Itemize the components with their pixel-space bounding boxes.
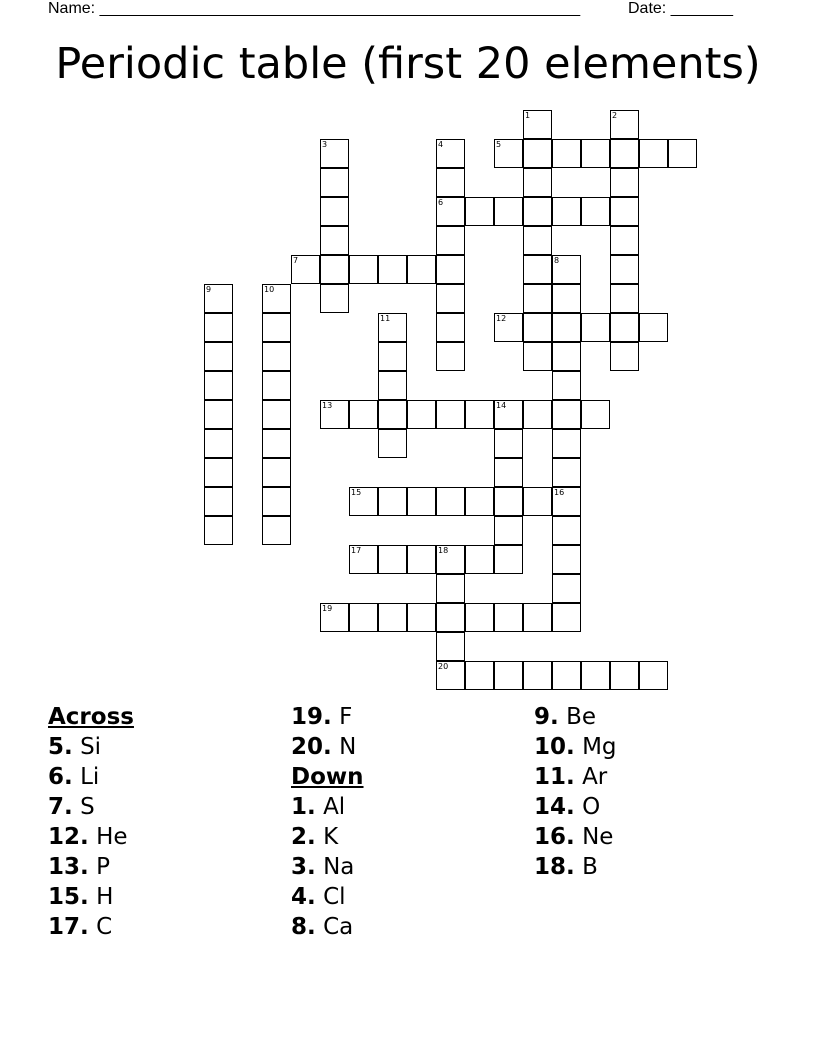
cell-number: 20 <box>438 662 449 671</box>
grid-cell[interactable] <box>262 429 291 458</box>
grid-cell[interactable] <box>204 429 233 458</box>
grid-cell[interactable] <box>436 255 465 284</box>
grid-cell[interactable] <box>552 429 581 458</box>
grid-cell[interactable] <box>407 487 436 516</box>
grid-cell[interactable] <box>436 545 465 574</box>
grid-cell[interactable] <box>610 226 639 255</box>
clue-down-8: 8. Ca <box>291 914 354 940</box>
grid-cell[interactable] <box>610 168 639 197</box>
cell-number: 10 <box>264 285 275 294</box>
grid-cell[interactable] <box>610 139 639 168</box>
clue-down-2: 2. K <box>291 824 339 850</box>
clue-down-10: 10. Mg <box>534 734 617 760</box>
grid-cell[interactable] <box>436 400 465 429</box>
grid-cell[interactable] <box>465 661 494 690</box>
grid-cell[interactable] <box>465 197 494 226</box>
grid-cell[interactable] <box>436 603 465 632</box>
grid-cell[interactable] <box>552 197 581 226</box>
grid-cell[interactable] <box>552 545 581 574</box>
grid-cell[interactable] <box>552 139 581 168</box>
cell-number: 18 <box>438 546 449 555</box>
grid-cell[interactable] <box>436 661 465 690</box>
grid-cell[interactable] <box>262 284 291 313</box>
grid-cell[interactable] <box>552 371 581 400</box>
grid-cell[interactable] <box>610 110 639 139</box>
cell-number: 12 <box>496 314 507 323</box>
grid-cell[interactable] <box>523 661 552 690</box>
grid-cell[interactable] <box>349 400 378 429</box>
across-heading: Across <box>48 704 134 730</box>
grid-cell[interactable] <box>378 313 407 342</box>
grid-cell[interactable] <box>378 255 407 284</box>
cell-number: 5 <box>496 140 502 149</box>
cell-number: 14 <box>496 401 507 410</box>
grid-cell[interactable] <box>436 487 465 516</box>
grid-cell[interactable] <box>436 342 465 371</box>
grid-cell[interactable] <box>552 342 581 371</box>
grid-cell[interactable] <box>581 313 610 342</box>
grid-cell[interactable] <box>465 545 494 574</box>
grid-cell[interactable] <box>552 255 581 284</box>
grid-cell[interactable] <box>204 400 233 429</box>
cell-number: 7 <box>293 256 299 265</box>
grid-cell[interactable] <box>523 139 552 168</box>
grid-cell[interactable] <box>523 168 552 197</box>
cell-number: 16 <box>554 488 565 497</box>
grid-cell[interactable] <box>407 603 436 632</box>
grid-cell[interactable] <box>552 313 581 342</box>
cell-number: 1 <box>525 111 531 120</box>
grid-cell[interactable] <box>436 284 465 313</box>
grid-cell[interactable] <box>552 487 581 516</box>
cell-number: 6 <box>438 198 444 207</box>
grid-cell[interactable] <box>320 226 349 255</box>
grid-cell[interactable] <box>581 400 610 429</box>
grid-cell[interactable] <box>523 284 552 313</box>
cell-number: 2 <box>612 111 618 120</box>
grid-cell[interactable] <box>581 139 610 168</box>
grid-cell[interactable] <box>349 487 378 516</box>
grid-cell[interactable] <box>552 284 581 313</box>
clue-across-13: 13. P <box>48 854 110 880</box>
grid-cell[interactable] <box>668 139 697 168</box>
clue-down-3: 3. Na <box>291 854 355 880</box>
grid-cell[interactable] <box>320 168 349 197</box>
grid-cell[interactable] <box>378 400 407 429</box>
grid-cell[interactable] <box>523 603 552 632</box>
grid-cell[interactable] <box>610 661 639 690</box>
clue-down-4: 4. Cl <box>291 884 346 910</box>
grid-cell[interactable] <box>465 487 494 516</box>
grid-cell[interactable] <box>204 516 233 545</box>
clue-column-3 <box>534 702 617 882</box>
grid-cell[interactable] <box>523 342 552 371</box>
grid-cell[interactable] <box>204 458 233 487</box>
grid-cell[interactable] <box>465 603 494 632</box>
grid-cell[interactable] <box>378 545 407 574</box>
grid-cell[interactable] <box>552 516 581 545</box>
grid-cell[interactable] <box>436 226 465 255</box>
grid-cell[interactable] <box>494 139 523 168</box>
grid-cell[interactable] <box>523 313 552 342</box>
grid-cell[interactable] <box>494 603 523 632</box>
grid-cell[interactable] <box>204 487 233 516</box>
grid-cell[interactable] <box>610 284 639 313</box>
name-field-label: Name: ______________________________________________________ <box>48 0 581 17</box>
grid-cell[interactable] <box>320 139 349 168</box>
clue-down-9: 9. Be <box>534 704 596 730</box>
clue-across-7: 7. S <box>48 794 95 820</box>
grid-cell[interactable] <box>436 574 465 603</box>
grid-cell[interactable] <box>610 342 639 371</box>
grid-cell[interactable] <box>465 400 494 429</box>
grid-cell[interactable] <box>610 197 639 226</box>
clue-down-16: 16. Ne <box>534 824 614 850</box>
grid-cell[interactable] <box>494 516 523 545</box>
grid-cell[interactable] <box>581 197 610 226</box>
grid-cell[interactable] <box>523 255 552 284</box>
grid-cell[interactable] <box>523 110 552 139</box>
grid-cell[interactable] <box>494 487 523 516</box>
grid-cell[interactable] <box>610 255 639 284</box>
cell-number: 13 <box>322 401 333 410</box>
date-field-label: Date: _______ <box>628 0 733 17</box>
grid-cell[interactable] <box>262 313 291 342</box>
cell-number: 3 <box>322 140 328 149</box>
grid-cell[interactable] <box>320 400 349 429</box>
cell-number: 11 <box>380 314 391 323</box>
grid-cell[interactable] <box>523 226 552 255</box>
grid-cell[interactable] <box>581 661 610 690</box>
grid-cell[interactable] <box>349 545 378 574</box>
cell-number: 19 <box>322 604 333 613</box>
page-title: Periodic table (first 20 elements) <box>55 39 761 89</box>
grid-cell[interactable] <box>204 284 233 313</box>
clue-across-20: 20. N <box>291 734 357 760</box>
grid-cell[interactable] <box>378 371 407 400</box>
grid-cell[interactable] <box>523 487 552 516</box>
grid-cell[interactable] <box>523 400 552 429</box>
clue-across-15: 15. H <box>48 884 114 910</box>
grid-cell[interactable] <box>407 545 436 574</box>
grid-cell[interactable] <box>494 545 523 574</box>
grid-cell[interactable] <box>320 197 349 226</box>
grid-cell[interactable] <box>639 313 668 342</box>
grid-cell[interactable] <box>349 603 378 632</box>
grid-cell[interactable] <box>262 487 291 516</box>
grid-cell[interactable] <box>262 400 291 429</box>
grid-cell[interactable] <box>552 661 581 690</box>
grid-cell[interactable] <box>378 487 407 516</box>
grid-cell[interactable] <box>436 197 465 226</box>
grid-cell[interactable] <box>378 342 407 371</box>
grid-cell[interactable] <box>436 168 465 197</box>
grid-cell[interactable] <box>320 603 349 632</box>
grid-cell[interactable] <box>204 313 233 342</box>
grid-cell[interactable] <box>552 574 581 603</box>
grid-cell[interactable] <box>320 255 349 284</box>
grid-cell[interactable] <box>494 458 523 487</box>
clue-across-6: 6. Li <box>48 764 100 790</box>
grid-cell[interactable] <box>552 458 581 487</box>
grid-cell[interactable] <box>291 255 320 284</box>
grid-cell[interactable] <box>262 516 291 545</box>
grid-cell[interactable] <box>204 342 233 371</box>
grid-cell[interactable] <box>262 458 291 487</box>
grid-cell[interactable] <box>204 371 233 400</box>
clue-column-1 <box>48 702 134 942</box>
grid-cell[interactable] <box>378 429 407 458</box>
grid-cell[interactable] <box>436 313 465 342</box>
clue-across-5: 5. Si <box>48 734 102 760</box>
clue-column-2 <box>291 702 364 942</box>
grid-cell[interactable] <box>262 342 291 371</box>
cell-number: 8 <box>554 256 560 265</box>
grid-cell[interactable] <box>494 313 523 342</box>
clue-down-1: 1. Al <box>291 794 346 820</box>
grid-cell[interactable] <box>407 255 436 284</box>
clue-down-11: 11. Ar <box>534 764 608 790</box>
grid-cell[interactable] <box>349 255 378 284</box>
clue-down-14: 14. O <box>534 794 601 820</box>
grid-cell[interactable] <box>407 400 436 429</box>
grid-cell[interactable] <box>610 313 639 342</box>
cell-number: 4 <box>438 140 444 149</box>
grid-cell[interactable] <box>523 197 552 226</box>
clue-across-17: 17. C <box>48 914 113 940</box>
clue-down-18: 18. B <box>534 854 598 880</box>
grid-cell[interactable] <box>320 284 349 313</box>
grid-cell[interactable] <box>552 603 581 632</box>
grid-cell[interactable] <box>494 661 523 690</box>
grid-cell[interactable] <box>494 400 523 429</box>
grid-cell[interactable] <box>378 603 407 632</box>
grid-cell[interactable] <box>262 371 291 400</box>
grid-cell[interactable] <box>436 632 465 661</box>
grid-cell[interactable] <box>639 139 668 168</box>
grid-cell[interactable] <box>494 429 523 458</box>
cell-number: 17 <box>351 546 362 555</box>
cell-number: 9 <box>206 285 212 294</box>
down-heading: Down <box>291 764 364 790</box>
grid-cell[interactable] <box>436 139 465 168</box>
grid-cell[interactable] <box>639 661 668 690</box>
grid-cell[interactable] <box>552 400 581 429</box>
grid-cell[interactable] <box>494 197 523 226</box>
clue-across-12: 12. He <box>48 824 128 850</box>
cell-number: 15 <box>351 488 362 497</box>
clue-across-19: 19. F <box>291 704 353 730</box>
